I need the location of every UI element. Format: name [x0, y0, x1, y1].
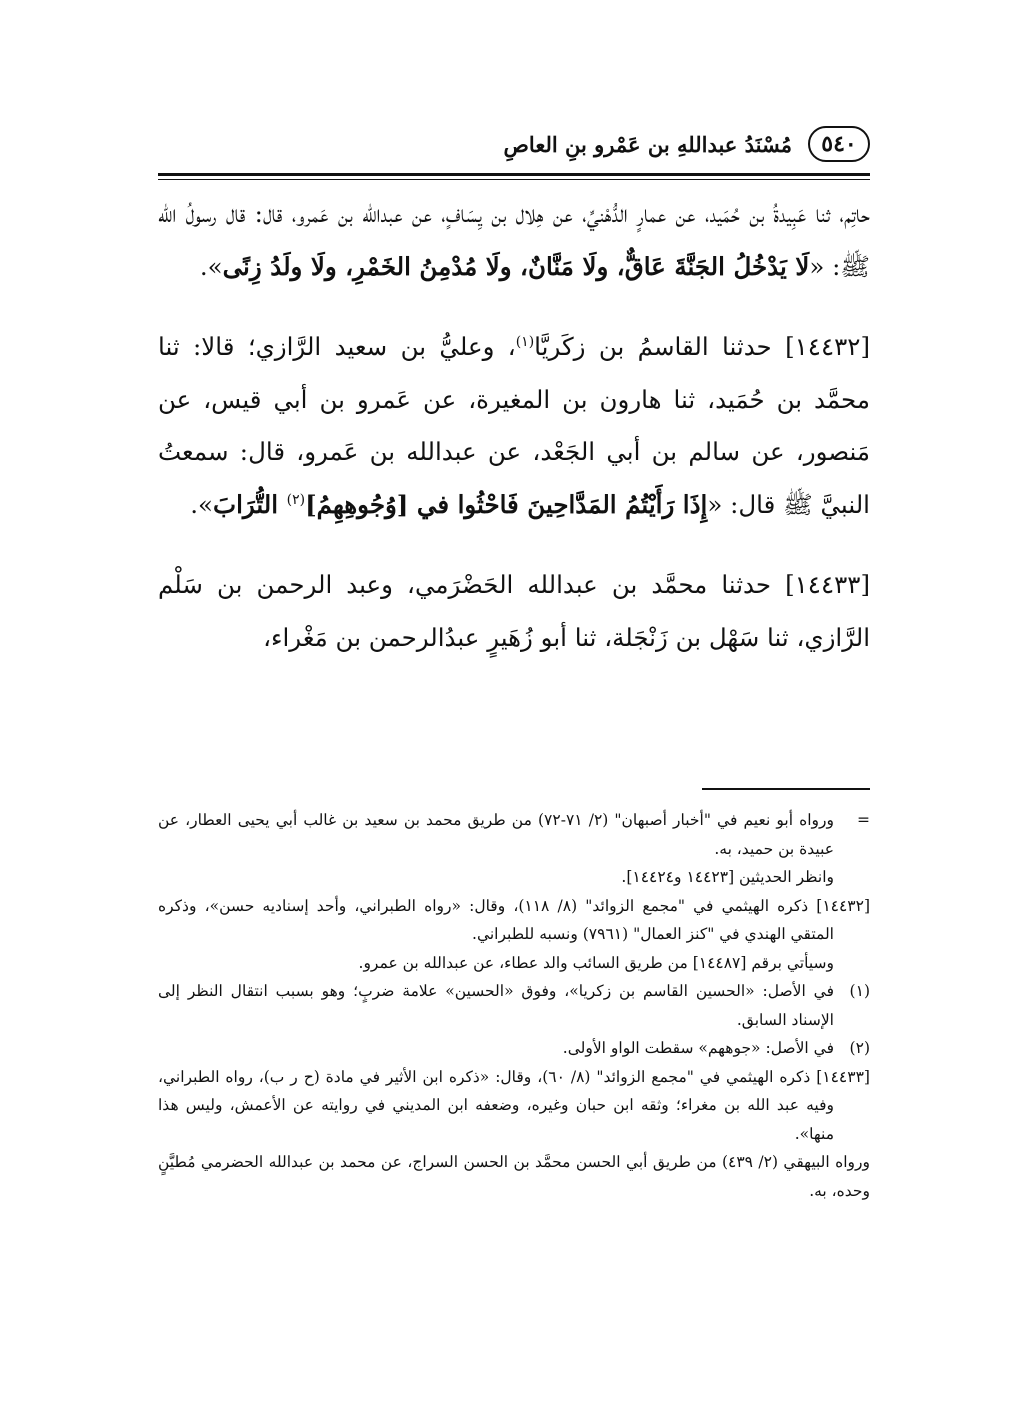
footnote-line: وسيأتي برقم [١٤٤٨٧] من طريق السائب والد عطاء، عن عبدالله بن عمرو. [358, 953, 834, 972]
hadith-paragraph-14433 [158, 559, 870, 664]
footnote-text: في الأصل: «جوههم» سقطت الواو الأولى. [562, 1039, 834, 1057]
footnote-text: في الأصل: «الحسين القاسم بن زكريا»، وفوق «الحسين» علامة ضربٍ؛ وهو بسبب انتقال النظر إلى الإسناد السابق. [158, 982, 834, 1029]
hadith-14432-matn: إِذَا رَأَيْتُمُ المَدَّاحِينَ فَاحْثُوا في [وُجُوهِهِمُ] [305, 489, 708, 519]
footnote-line: وانظر الحديثين [١٤٤٢٣ و١٤٤٢٤]. [621, 868, 834, 886]
footnote-2 [158, 1034, 870, 1063]
page-header [158, 118, 870, 170]
footnote-14432 [158, 892, 870, 978]
footnote-body [158, 806, 834, 892]
footnote-mark: (١) [849, 982, 870, 1000]
footnote-line: ورواه أبو نعيم في "أخبار أصبهان" (٢/ ٧١-٧٢) من طريق محمد بن سعيد بن غالب أبي يحيى العطار، عن عبيدة بن حميد، به. [158, 811, 834, 858]
hadith-paragraph-14432 [158, 321, 870, 531]
hadith-14432-isnad: ، وعليُّ بن سعيد الرَّازي؛ قالا: ثنا محمَّد بن حُمَيد، ثنا هارون بن المغيرة، عن عَمرو بن أبي قيس، عن مَنصور، عن سالم بن أبي الجَعْد، عن عبدالله بن عَمرو، قال: سمعتُ النبيَّ ﷺ قال: « [158, 332, 870, 519]
hadith-1-close: ». [199, 251, 223, 281]
footnote-1 [158, 977, 870, 1034]
footnote-separator [702, 788, 870, 790]
header-rule-thick [158, 173, 870, 176]
running-title: مُسْنَدُ عبداللهِ بن عَمْرو بنِ العاصِ [503, 131, 792, 157]
footnote-line: [١٤٤٣٢] ذكره الهيثمي في "مجمع الزوائد" (٨/ ١١٨)، وقال: «رواه الطبراني، وأحد إسناديه حسن»، وذكره المتقي الهندي في "كنز العمال" (٧٩٦١) ونسبه للطبراني. [158, 896, 870, 943]
header-rule-thin [158, 179, 870, 180]
hadith-14433-isnad: [١٤٤٣٣] حدثنا محمَّد بن عبدالله الحَضْرَمي، وعبد الرحمن بن سَلْم الرَّازي، ثنا سَهْل بن زَنْجَلة، ثنا أبو زُهَيرٍ عبدُالرحمن بن مَغْراء، [158, 570, 870, 652]
footnote-continued [158, 806, 870, 892]
footnote-mark: (٢) [849, 1039, 870, 1057]
footnote-ref-2[interactable]: (٢) [286, 491, 306, 508]
footnote-14433 [158, 1063, 870, 1206]
hadith-14432-close: ». [190, 489, 213, 519]
footnotes [158, 806, 870, 1316]
page-number: ٥٤٠ [808, 126, 870, 162]
footnote-line: [١٤٤٣٣] ذكره الهيثمي في "مجمع الزوائد" (٨/ ٦٠)، وقال: «ذكره ابن الأثير في مادة (ح ر ب)، رواه الطبراني، وفيه عبد الله بن مغراء؛ وثقه ابن حبان وغيره، وضعفه ابن المديني في روايته عن الأعمش، وليس هذا منها». [158, 1067, 870, 1143]
hadith-14432-matn-end: التُّرَابَ [213, 489, 287, 519]
main-text [158, 188, 870, 763]
hadith-1-isnad: حاتِم، ثنا عَبِيدةُ بن حُمَيد، عن عمارٍ الدُّهْنيِّ، عن هِلال بن يِسَافٍ، عن عبدالله بن عَمرو، قال: قال رسولُ الله ﷺ: « [158, 199, 870, 281]
footnote-line: ورواه البيهقي (٢/ ٤٣٩) من طريق أبي الحسن محمَّد بن الحسن السراج، عن محمد بن عبدالله الحضرمي مُطيَّنٍ وحده، به. [158, 1153, 870, 1200]
footnote-mark: = [857, 811, 870, 829]
footnote-ref-1[interactable]: (١) [515, 333, 535, 350]
hadith-1-matn: لَا يَدْخُلُ الجَنَّةَ عَاقٌّ، ولَا مَنَّانٌ، ولَا مُدْمِنُ الخَمْرِ، ولَا ولَدُ زِنًى [222, 251, 810, 281]
hadith-14432-start: [١٤٤٣٢] حدثنا القاسمُ بن زكَريَّا [534, 332, 870, 361]
hadith-paragraph-1 [158, 188, 870, 293]
